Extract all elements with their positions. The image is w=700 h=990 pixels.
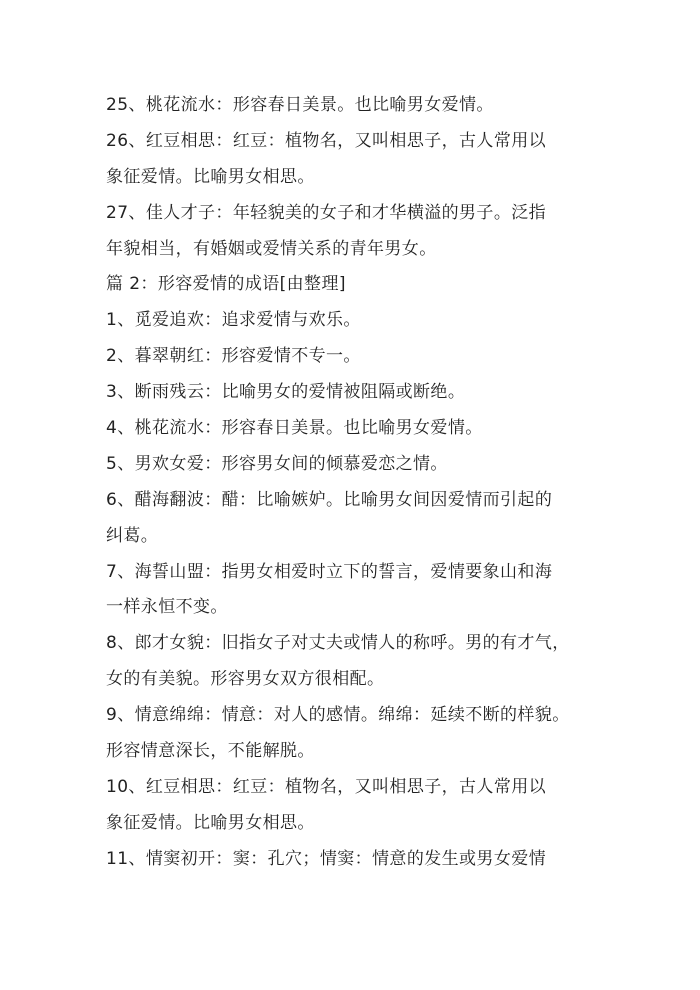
text-line: 5、男欢女爱：形容男女间的倾慕爱恋之情。: [106, 453, 448, 474]
text-line: 9、情意绵绵：情意：对人的感情。绵绵：延续不断的样貌。: [106, 705, 570, 726]
text-line: 26、红豆相思：红豆：植物名，又叫相思子，古人常用以: [106, 130, 547, 151]
text-line: 女的有美貌。形容男女双方很相配。: [106, 669, 385, 690]
text-body: [106, 88, 666, 878]
text-line: 7、海誓山盟：指男女相爱时立下的誓言，爱情要象山和海: [106, 561, 553, 582]
text-line: 年貌相当，有婚姻或爱情关系的青年男女。: [106, 238, 437, 259]
text-line: 11、情窦初开：窦：孔穴；情窦：情意的发生或男女爱情: [106, 848, 547, 869]
text-line: 4、桃花流水：形容春日美景。也比喻男女爱情。: [106, 418, 483, 439]
text-line: 一样永恒不变。: [106, 597, 228, 618]
text-line: 1、觅爱追欢：追求爱情与欢乐。: [106, 310, 361, 331]
text-line: 27、佳人才子：年轻貌美的女子和才华横溢的男子。泛指: [106, 202, 547, 223]
text-line: 象征爱情。比喻男女相思。: [106, 812, 315, 833]
section-heading: 篇 2：形容爱情的成语[由整理]: [106, 274, 346, 295]
text-line: 2、暮翠朝红：形容爱情不专一。: [106, 346, 361, 367]
text-line: 3、断雨残云：比喻男女的爱情被阻隔或断绝。: [106, 382, 466, 403]
text-line: 纠葛。: [106, 525, 159, 546]
text-line: 形容情意深长，不能解脱。: [106, 741, 315, 762]
text-line: 25、桃花流水：形容春日美景。也比喻男女爱情。: [106, 95, 494, 115]
text-line: 象征爱情。比喻男女相思。: [106, 166, 315, 187]
text-line: 8、郎才女貌：旧指女子对丈夫或情人的称呼。男的有才气，: [106, 633, 570, 654]
text-line: 6、醋海翻波：醋：比喻嫉妒。比喻男女间因爱情而引起的: [106, 489, 553, 510]
text-line: 10、红豆相思：红豆：植物名，又叫相思子，古人常用以: [106, 776, 547, 797]
